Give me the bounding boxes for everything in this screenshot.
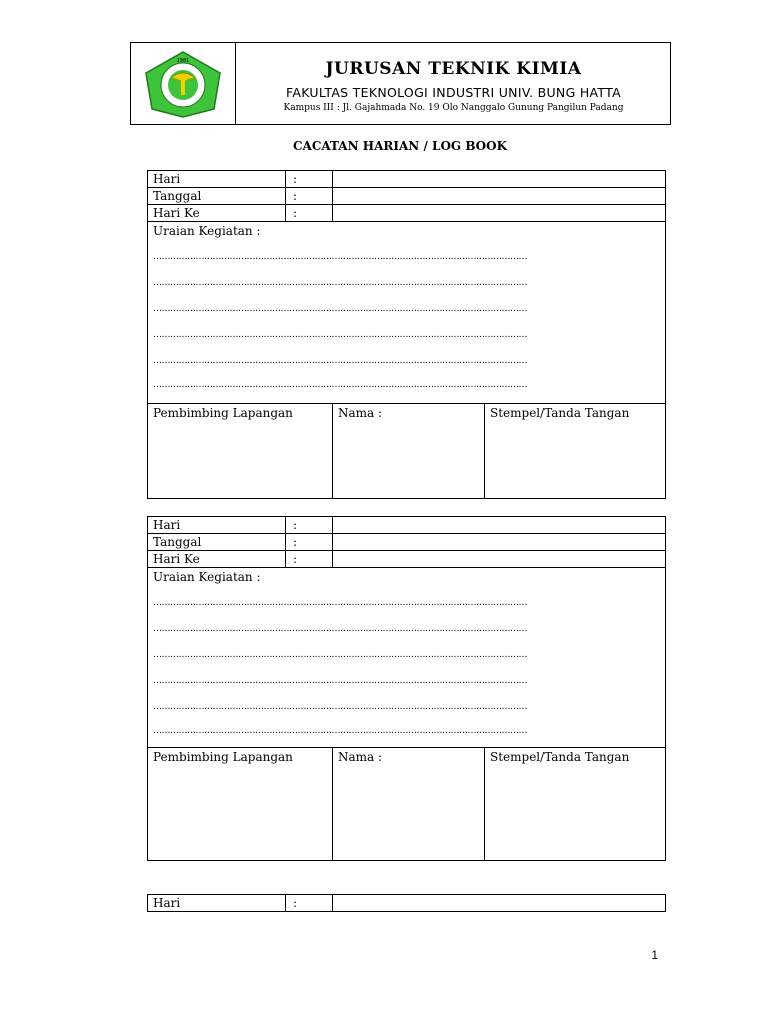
pembimbing-lapangan-cell[interactable]: [148, 404, 333, 498]
stempel-cell[interactable]: [485, 404, 665, 498]
hari-ke-field[interactable]: [333, 551, 665, 567]
hari-field[interactable]: [333, 171, 665, 187]
logo-year-text: 1981: [176, 58, 190, 64]
stempel-cell[interactable]: [485, 748, 665, 860]
letterhead: [130, 42, 671, 125]
dotted-line: ……………………………………………………………………………………………………………………: [153, 330, 527, 340]
label-uraian: Uraian Kegiatan :: [153, 224, 261, 238]
hari-field[interactable]: [333, 895, 665, 912]
hari-ke-field[interactable]: [333, 205, 665, 221]
signature-row: [148, 748, 665, 860]
label-hari: Hari: [148, 895, 286, 912]
colon: :: [286, 534, 333, 550]
dotted-line: ……………………………………………………………………………………………………………………: [153, 624, 527, 634]
row-hari: [148, 517, 665, 534]
dotted-line: ……………………………………………………………………………………………………………………: [153, 598, 527, 608]
tanggal-field[interactable]: [333, 534, 665, 550]
colon: :: [286, 188, 333, 204]
uraian-kegiatan-box[interactable]: [148, 222, 665, 404]
dotted-line: ……………………………………………………………………………………………………………………: [153, 702, 527, 712]
faculty-subtitle: FAKULTAS TEKNOLOGI INDUSTRI UNIV. BUNG HATTA: [286, 85, 621, 100]
colon: :: [286, 205, 333, 221]
label-hari: Hari: [148, 517, 286, 533]
label-nama: Nama :: [338, 750, 383, 764]
label-tanggal: Tanggal: [148, 534, 286, 550]
row-hari: [148, 895, 665, 912]
label-uraian: Uraian Kegiatan :: [153, 570, 261, 584]
logo-cell: [131, 43, 236, 124]
row-hari: [148, 171, 665, 188]
nama-cell[interactable]: [333, 404, 485, 498]
university-logo: [142, 49, 224, 119]
log-entry-3: [147, 894, 666, 912]
row-hari-ke: [148, 551, 665, 568]
page-number: 1: [651, 948, 658, 962]
dotted-line: ……………………………………………………………………………………………………………………: [153, 650, 527, 660]
department-title: JURUSAN TEKNIK KIMIA: [325, 59, 582, 79]
dotted-line: ……………………………………………………………………………………………………………………: [153, 380, 527, 390]
label-stempel: Stempel/Tanda Tangan: [490, 406, 630, 420]
colon: :: [286, 551, 333, 567]
hari-field[interactable]: [333, 517, 665, 533]
label-pembimbing: Pembimbing Lapangan: [153, 750, 293, 764]
row-tanggal: [148, 534, 665, 551]
label-hari: Hari: [148, 171, 286, 187]
label-pembimbing: Pembimbing Lapangan: [153, 406, 293, 420]
log-entry-1: [147, 170, 666, 499]
dotted-line: ……………………………………………………………………………………………………………………: [153, 278, 527, 288]
label-hari-ke: Hari Ke: [148, 205, 286, 221]
tanggal-field[interactable]: [333, 188, 665, 204]
label-nama: Nama :: [338, 406, 383, 420]
log-entry-2: [147, 516, 666, 861]
dotted-line: ……………………………………………………………………………………………………………………: [153, 252, 527, 262]
row-hari-ke: [148, 205, 665, 222]
label-hari-ke: Hari Ke: [148, 551, 286, 567]
label-tanggal: Tanggal: [148, 188, 286, 204]
dotted-line: ……………………………………………………………………………………………………………………: [153, 304, 527, 314]
label-stempel: Stempel/Tanda Tangan: [490, 750, 630, 764]
colon: :: [286, 895, 333, 912]
pembimbing-lapangan-cell[interactable]: [148, 748, 333, 860]
colon: :: [286, 171, 333, 187]
uraian-kegiatan-box[interactable]: [148, 568, 665, 748]
nama-cell[interactable]: [333, 748, 485, 860]
colon: :: [286, 517, 333, 533]
dotted-line: ……………………………………………………………………………………………………………………: [153, 676, 527, 686]
campus-address: Kampus III : Jl. Gajahmada No. 19 Olo Nanggalo Gunung Pangilun Padang: [283, 103, 624, 113]
document-title: CACATAN HARIAN / LOG BOOK: [292, 139, 508, 153]
row-tanggal: [148, 188, 665, 205]
dotted-line: ……………………………………………………………………………………………………………………: [153, 726, 527, 736]
signature-row: [148, 404, 665, 498]
dotted-line: ……………………………………………………………………………………………………………………: [153, 356, 527, 366]
